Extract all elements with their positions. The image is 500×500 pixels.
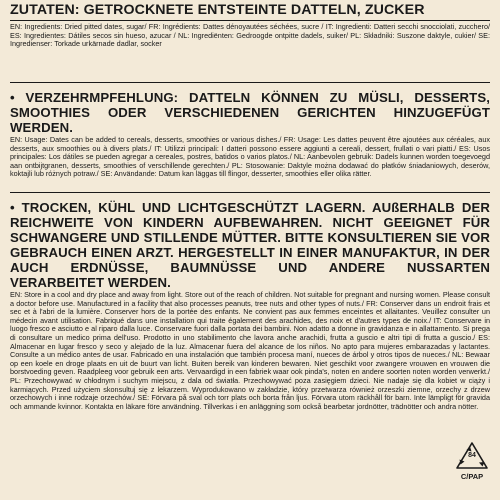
section-divider bbox=[10, 82, 490, 83]
recycling-triangle-icon bbox=[452, 440, 492, 490]
ingredients-section bbox=[10, 2, 490, 49]
usage-heading: • VERZEHRMPFEHLUNG: DATTELN KÖNNEN ZU MÜSLI, DESSERTS, SMOOTHIES ODER VERSCHIEDENEN GERICHTEN HINZUGEFÜGT WERDEN. bbox=[10, 90, 490, 135]
storage-translations: EN: Store in a cool and dry place and away from light. Store out of the reach of children. Not suitable for pregnant and nursing women. Please consult a doctor before use. Manufactured in a facility that also processes peanuts, tree nuts and other types of nuts./ FR: Conserver dans un endroit frais et sec et à l'abri de la lumière. Conserver hors de la portée des enfants. Ne convient pas aux femmes enceintes et allaitantes. Veuillez consulter un médecin avant utilisation. Fabriqué dans une installation qui traite également des arachides, des noix et d'autres types de noix./ IT: Conservare in luogo fresco e asciutto e al riparo dalla luce. Conservare fuori dalla portata dei bambini. Non adatto a donne in gravidanza e in allattamento. Si prega di consultare un medico prima dell'uso. Prodotto in uno stabilimento che lavora anche arachidi, frutta a guscio e altri tipi di frutta a guscio./ ES: Almacenar en lugar fresco y seco y alejado de la luz. Almacenar fuera del alcance de los niños. No apto para mujeres embarazadas y lactantes. Consulte a un médico antes de usar. Fabricado en una instalación que también procesa maní, nueces de árbol y otros tipos de nueces./ NL: Bewaar op een koele en droge plaats en uit de buurt van licht. Buiten bereik van kinderen bewaren. Niet geschikt voor zwangere vrouwen en vrouwen die borstvoeding geven. Raadpleeg voor gebruik een arts. Vervaardigd in een fabriek waar ook pinda's, noten en andere soorten noten worden verwerkt./ PL: Przechowywać w chłodnym i suchym miejscu, z dala od światła. Przechowywać poza zasięgiem dzieci. Nie nadaje się dla kobiet w ciąży i karmiących. Przed użyciem skonsultuj się z lekarzem. Wyprodukowano w zakładzie, który przetwarza również orzeszki ziemne, orzechy z drzew orzechowych i inne rodzaje orzechów./ SE: Förvara på sval och torr plats och borta från ljus. Förvara utom räckhåll för barn. Inte lämpligt för gravida och ammande kvinnor. Kontakta en läkare före användning. Tillverkas i en anläggning som också bearbetar jordnötter, trädnötter och andra nötter. bbox=[10, 290, 490, 411]
recycling-code: C/PAP bbox=[460, 472, 484, 481]
usage-section bbox=[10, 90, 490, 179]
recycling-number: 84 bbox=[468, 452, 476, 459]
storage-heading: • TROCKEN, KÜHL UND LICHTGESCHÜTZT LAGERN. AUßERHALB DER REICHWEITE VON KINDERN AUFBEWAHREN. NICHT GEEIGNET FÜR SCHWANGERE UND STILLENDE MÜTTER. BITTE KONSULTIEREN SIE VOR GEBRAUCH EINEN ARZT. HERGESTELLT IN EINER MANUFAKTUR, IN DER AUCH ERDNÜSSE, BAUMNÜSSE UND ANDERE NUSSARTEN VERARBEITET WERDEN. bbox=[10, 200, 490, 290]
ingredients-translations: EN: Ingredients: Dried pitted dates, sugar/ FR: Ingrédients: Dattes dénoyautées séchées, sucre / IT: Ingredienti: Datteri secchi snocciolati, zucchero/ ES: Ingredientes: Dátiles secos sin hueso, azucar / NL: Ingrediënten: Gedroogde ontpitte dadels, suiker/ PL: Składniki: Suszone daktyle, cukier/ SE: Ingredienser: Torkade urkärnade dadlar, socker bbox=[10, 22, 490, 49]
usage-translations: EN: Usage: Dates can be added to cereals, desserts, smoothies or various dishes./ FR: Usage: Les dattes peuvent être ajoutées aux céréales, aux desserts, aux smoothies ou à divers plats./ IT: Utilizzi principali: I datteri possono essere aggiunti a cereali, dessert, frullati o vari piatti./ ES: Usos principales: Los dátiles se pueden agregar a cereales, postres, batidos o varios platos./ NL: Aanbevolen gebruik: Dadels kunnen worden toegevoegd aan ontbijtgranen, desserts, smoothies of verschillende gerechten./ PL: Stosowanie: Daktyle można dodawać do płatków śniadaniowych, deserów, koktajli lub różnych potraw./ SE: Användande: Datum kan läggas till flingor, desserter, smoothies eller olika rätter. bbox=[10, 135, 490, 179]
storage-section bbox=[10, 200, 490, 411]
ingredients-heading: ZUTATEN: GETROCKNETE ENTSTEINTE DATTELN, ZUCKER bbox=[10, 2, 490, 21]
section-divider bbox=[10, 192, 490, 193]
